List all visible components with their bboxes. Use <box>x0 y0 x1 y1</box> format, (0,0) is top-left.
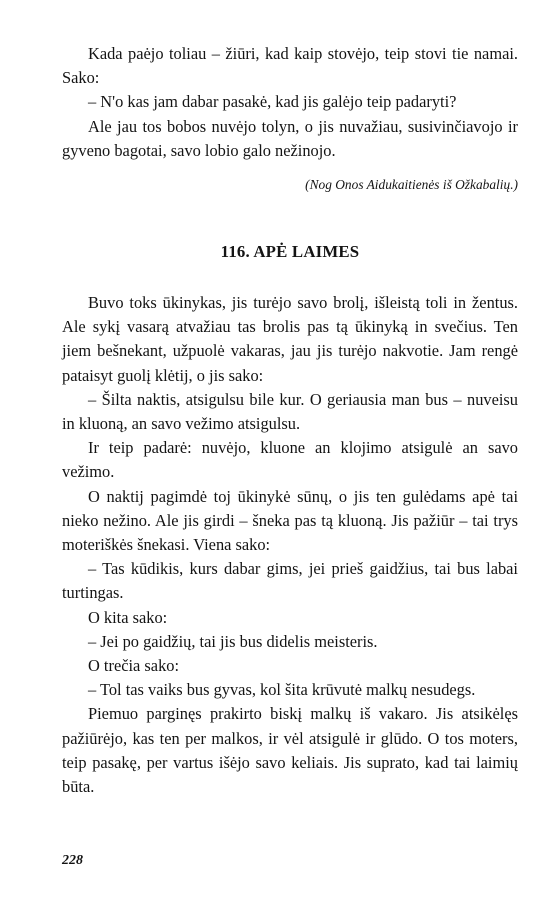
paragraph: – Tas kūdikis, kurs dabar gims, jei prieš gaidžius, tai bus labai turtingas. <box>62 559 518 603</box>
paragraph: O kita sako: <box>88 607 168 627</box>
paragraph: Buvo toks ūkinykas, jis turėjo savo brolį, išleistą toli in žentus. Ale sykį vasarą atvažiau tas brolis pas tą ūkinyką in svečius. Ten jiem bešnekant, užpuolė vakaras, jau jis turėjo nakvotie. Jam rengė pataisyt guolį klėtij, o jis sako: <box>62 293 518 385</box>
paragraph: O trečia sako: <box>88 656 180 676</box>
paragraph: Piemuo parginęs prakirto biskį malkų iš vakaro. Jis atsikėlęs pažiūrėjo, kas ten per malkos, ir vėl atsigulė ir glūdo. O tos moters, teip pasakę, per vartus išėjo savo keliais. Jis suprato, kad tai laimių būta. <box>62 704 518 797</box>
paragraph: Kada paėjo toliau – žiūri, kad kaip stovėjo, teip stovi tie namai. Sako: <box>62 44 518 88</box>
paragraph: – Šilta naktis, atsigulsu bile kur. O geriausia man bus – nuveisu in kluoną, an savo vežimo atsigulsu. <box>62 389 518 434</box>
paragraph: Ale jau tos bobos nuvėjo tolyn, o jis nuvažiau, susivinčiavojo ir gyveno bagotai, savo lobio galo nežinojo. <box>62 116 518 160</box>
story-body <box>62 291 518 799</box>
page-number: 228 <box>62 853 83 868</box>
book-page <box>62 42 518 799</box>
paragraph: – N'o kas jam dabar pasakė, kad jis galėjo teip padaryti? <box>88 92 457 112</box>
paragraph: – Jei po gaidžių, tai jis bus didelis meisteris. <box>88 631 378 651</box>
previous-story-ending <box>62 42 518 163</box>
paragraph: – Tol tas vaiks bus gyvas, kol šita krūvutė malkų nesudegs. <box>88 680 476 700</box>
source-attribution: (Nog Onos Aidukaitienės iš Ožkabalių.) <box>305 177 518 193</box>
story-heading: 116. APĖ LAIMES <box>220 242 360 262</box>
paragraph: Ir teip padarė: nuvėjo, kluone an klojimo atsigulė an savo vežimo. <box>62 438 518 482</box>
paragraph: O naktij pagimdė toj ūkinykė sūnų, o jis ten gulėdams apė tai nieko nežino. Ale jis girdi – šneka pas tą kluoną. Jis pažiūr – tai trys moteriškės šnekasi. Viena sako: <box>62 486 518 555</box>
